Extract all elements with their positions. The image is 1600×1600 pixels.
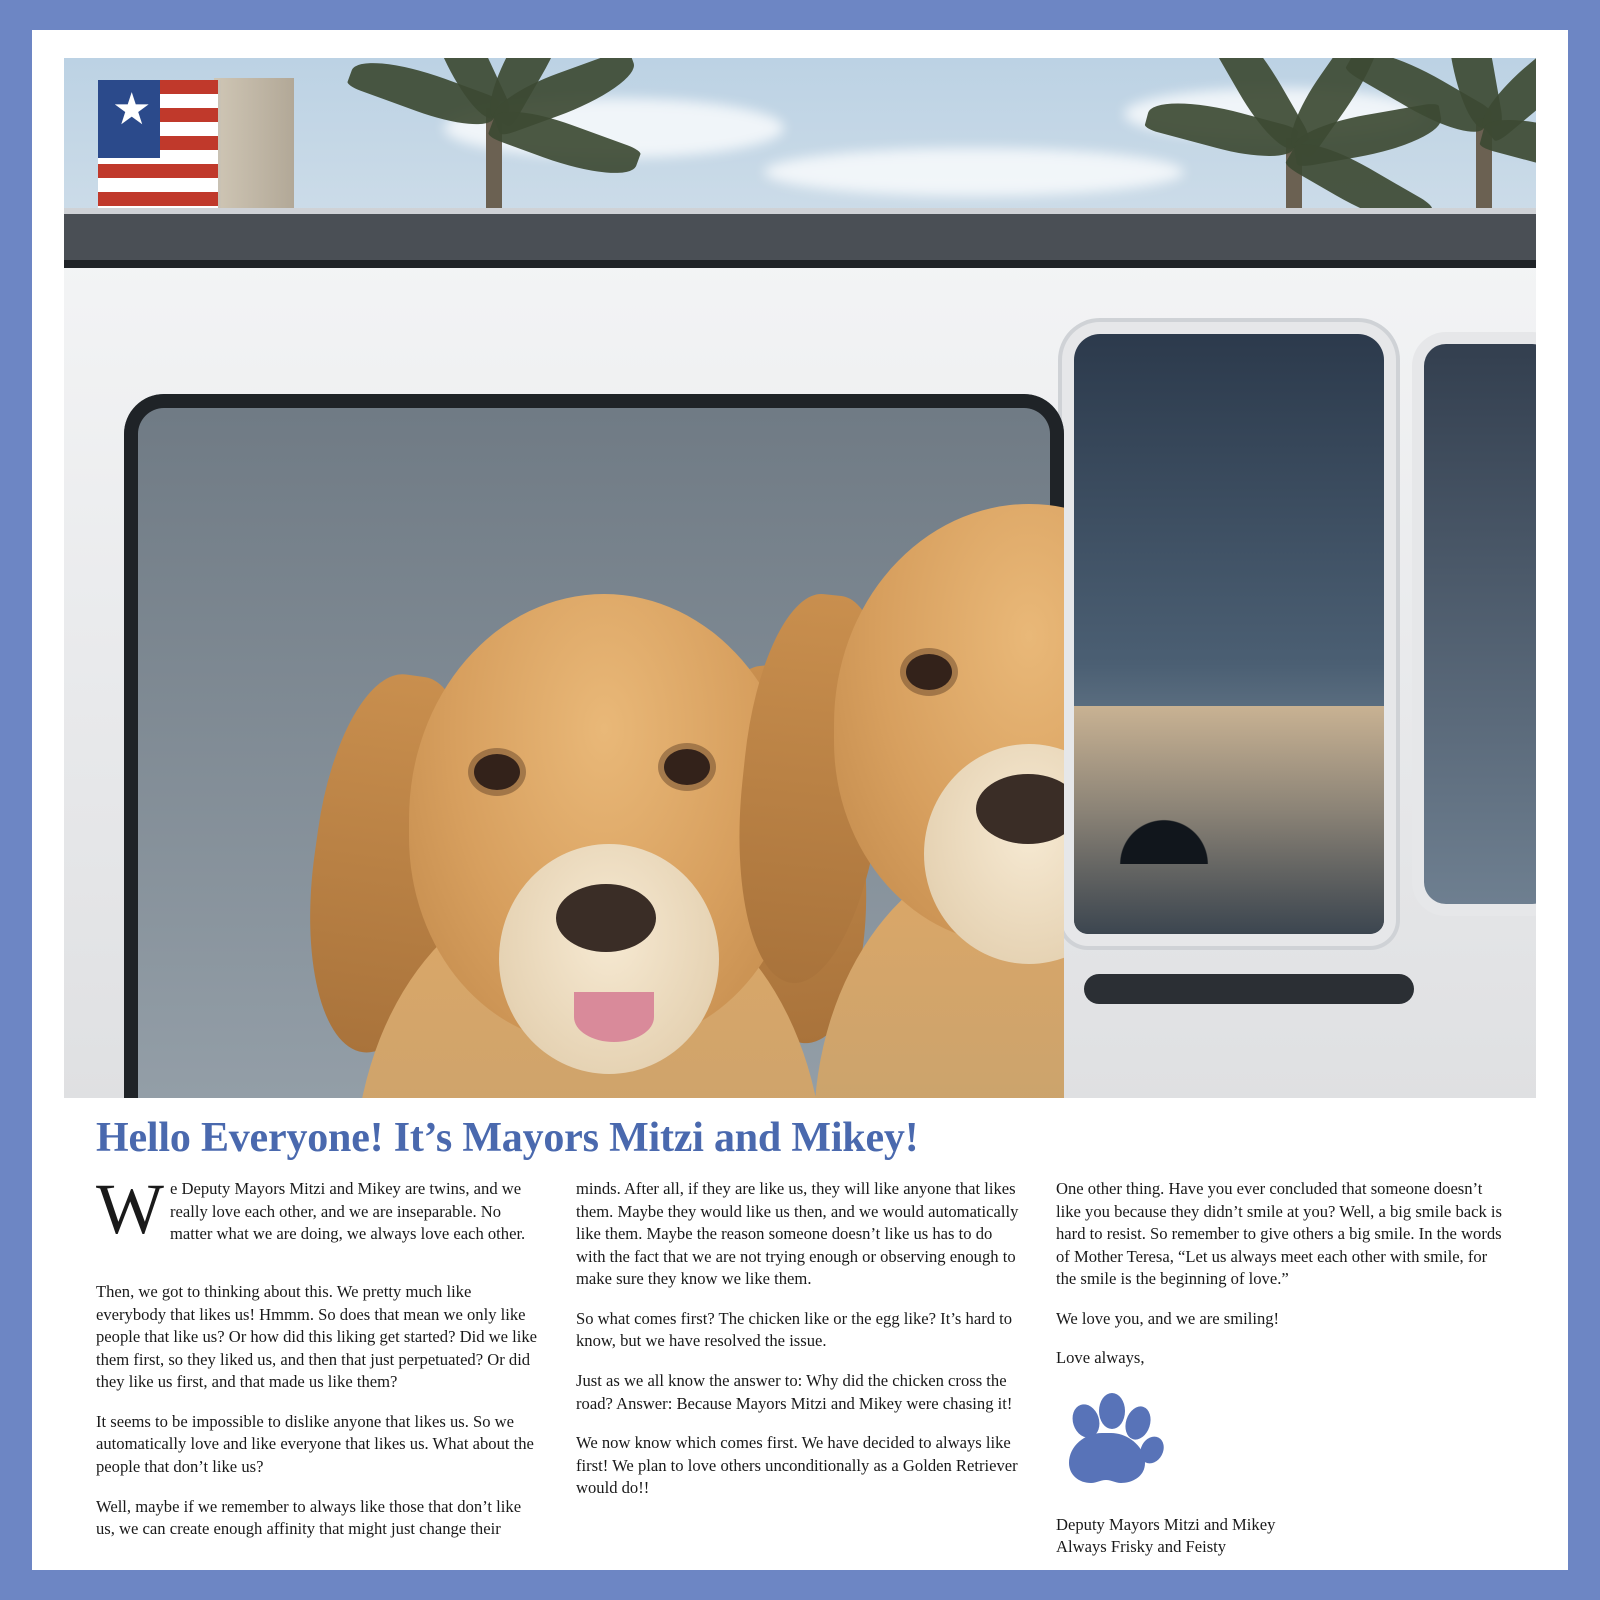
white-van: [64, 208, 1536, 1098]
page-title: Hello Everyone! It’s Mayors Mitzi and Mikey!: [96, 1115, 919, 1161]
van-rear-window: [1424, 344, 1536, 904]
paragraph: Just as we all know the answer to: Why did the chicken cross the road? Answer: Because Mayors Mitzi and Mikey were chasing it!: [576, 1370, 1013, 1413]
paragraph: We love you, and we are smiling!: [1056, 1308, 1280, 1328]
paragraph: Well, maybe if we remember to always like those that don’t like us, we can create enough affinity that might just change their: [96, 1496, 522, 1539]
paragraph: So what comes first? The chicken like or the egg like? It’s hard to know, but we have resolved the issue.: [576, 1308, 1013, 1351]
column-3: [1056, 1178, 1502, 1558]
paragraph: Then, we got to thinking about this. We pretty much like everybody that likes us! Hmmm. So does that mean we only like people that like us? Or how did this liking get started? Did we like them first, so they liked us, and then that just perpetuated? Or did they like us first, and that made us like them?: [96, 1282, 538, 1392]
paragraph: It seems to be impossible to dislike anyone that likes us. So we automatically love and like everyone that likes us. What about the people that don’t like us?: [96, 1411, 534, 1476]
signature-line-1: Deputy Mayors Mitzi and Mikey: [1056, 1514, 1276, 1534]
newsletter-page: [32, 30, 1568, 1570]
column-2: [576, 1178, 1022, 1558]
paragraph-text: e Deputy Mayors Mitzi and Mikey are twins, and we really love each other, and we are inseparable. No matter what we are doing, we always love each other.: [169, 1179, 526, 1244]
paragraph: We now know which comes first. We have decided to always like first! We plan to love others unconditionally as a Golden Retriever would do!!: [576, 1433, 1018, 1498]
van-window-reflection: [1074, 334, 1384, 934]
cloud: [764, 148, 1184, 196]
drop-cap: W: [96, 1169, 164, 1249]
van-roof: [64, 214, 1536, 268]
paragraph: [96, 1169, 542, 1264]
paragraph: minds. After all, if they are like us, they will like anyone that likes them. Maybe they would like us then, and we would automatically like them. Maybe the reason someone doesn’t like us has to do with the fact that we are not trying enough or observing enough to make sure they know we like them.: [576, 1179, 1019, 1289]
paragraph: Love always,: [1056, 1348, 1145, 1368]
column-1: [96, 1169, 542, 1558]
paw-print-icon: [1056, 1387, 1502, 1504]
open-window-frame: [124, 394, 1064, 1098]
hero-photo: [64, 58, 1536, 1098]
van-door-handle: [1084, 974, 1414, 1004]
american-flag-icon: [98, 80, 221, 220]
signature-line-2: Always Frisky and Feisty: [1056, 1536, 1227, 1556]
signature-block: [1056, 1514, 1502, 1559]
paragraph: One other thing. Have you ever concluded that someone doesn’t like you because they didn’t smile at you? Well, a big smile back is hard to resist. So remember to give others a big smile. In the words of Mother Teresa, “Let us always meet each other with smile, for the smile is the beginning of love.”: [1056, 1179, 1502, 1289]
article-columns: [96, 1169, 1504, 1558]
pole: [214, 78, 294, 226]
